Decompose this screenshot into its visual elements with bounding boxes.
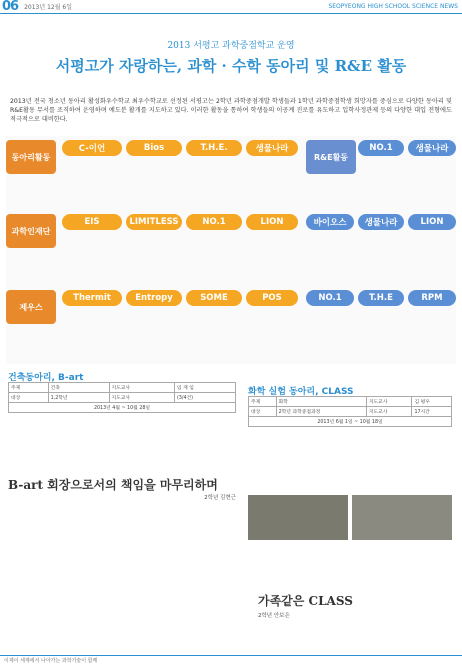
footer: 이제이 세계에서 나아가는 과학기술이 함께 (0, 655, 462, 665)
subtitle: 2013 서평고 과학중점학교 운영 (167, 41, 295, 51)
club-tile: POS (246, 290, 298, 306)
issue-date: 2013년 12월 6일 (24, 4, 73, 11)
article-title-block (6, 38, 456, 76)
page-header (0, 0, 462, 14)
intro-text: 2013년 전국 청소년 동아리 활성화우수학교 최우수학교로 선정된 서평고는 2학년 과학중점개발 학생들과 1학년 과학중점학생 희망자를 중심으로 다양한 동아리 및 R&E활동 무서를 조직하여 운영하며 예도분 활개를 지도하고 있다. 이러한 활동을 통하여 학생들의 이공계 진로를 유도하고 입학사정관제 등의 다양한 대입 전형에도 적극적으로 대비한다. (10, 98, 452, 123)
club-tile: Bios (126, 140, 182, 156)
club-tile: T.H.E. (186, 140, 242, 156)
section-title-class: 화학 실험 동아리, CLASS (248, 387, 354, 397)
club-tile: 생물나라 (358, 214, 404, 230)
club-tile: Thermit (62, 290, 122, 306)
group-photo-2 (352, 495, 452, 540)
main-title: 서평고가 자랑하는, 과학 · 수학 동아리 및 R&E 활동 (55, 57, 407, 75)
club-tile: NO.1 (306, 290, 354, 306)
bart-article-title: B-art 회장으로서의 책임을 마무리하며 (8, 478, 218, 492)
club-tile: 바이오스 (306, 214, 354, 230)
bart-info-table: 주제 건축 지도교사 임 재 임 대상 1,2학년 지도교사 (3/4건) 2013년 4월 ~ 10월 28일 (8, 382, 236, 413)
club-tile: EIS (62, 214, 122, 230)
club-tile: 생물나라 (408, 140, 456, 156)
club-tile: T.H.E (358, 290, 404, 306)
class-info-table: 주제 화학 지도교사 김 평우 대상 2학년 과학중점과정 지도교사 17시간 2013년 6월 1일 ~ 10월 18일 (248, 396, 452, 427)
club-tile: NO.1 (358, 140, 404, 156)
category-zeus: 제우스 (6, 290, 56, 324)
page-number: 06 (2, 0, 19, 14)
club-tile: NO.1 (186, 214, 242, 230)
section-title-bart: 건축동아리, B-art (8, 373, 84, 383)
clubs-grid (6, 136, 456, 364)
group-photo (248, 495, 348, 540)
club-tile: LION (246, 214, 298, 230)
club-tile: RPM (408, 290, 456, 306)
category-clubs: 동아리활동 (6, 140, 56, 174)
paper-name: SEOPYEONG HIGH SCHOOL SCIENCE NEWS (328, 3, 458, 10)
class-byline: 2학년 안보은 (258, 613, 290, 619)
club-tile: LIMITLESS (126, 214, 182, 230)
club-tile: SOME (186, 290, 242, 306)
club-tile: LION (408, 214, 456, 230)
bart-byline: 2학년 김현근 (204, 495, 236, 501)
category-re: R&E활동 (306, 140, 356, 174)
club-tile: C-이언 (62, 140, 122, 156)
category-talent: 과학인재단 (6, 214, 56, 248)
club-tile: Entropy (126, 290, 182, 306)
club-tile: 생물나라 (246, 140, 298, 156)
class-article-title: 가족같은 CLASS (258, 594, 353, 608)
